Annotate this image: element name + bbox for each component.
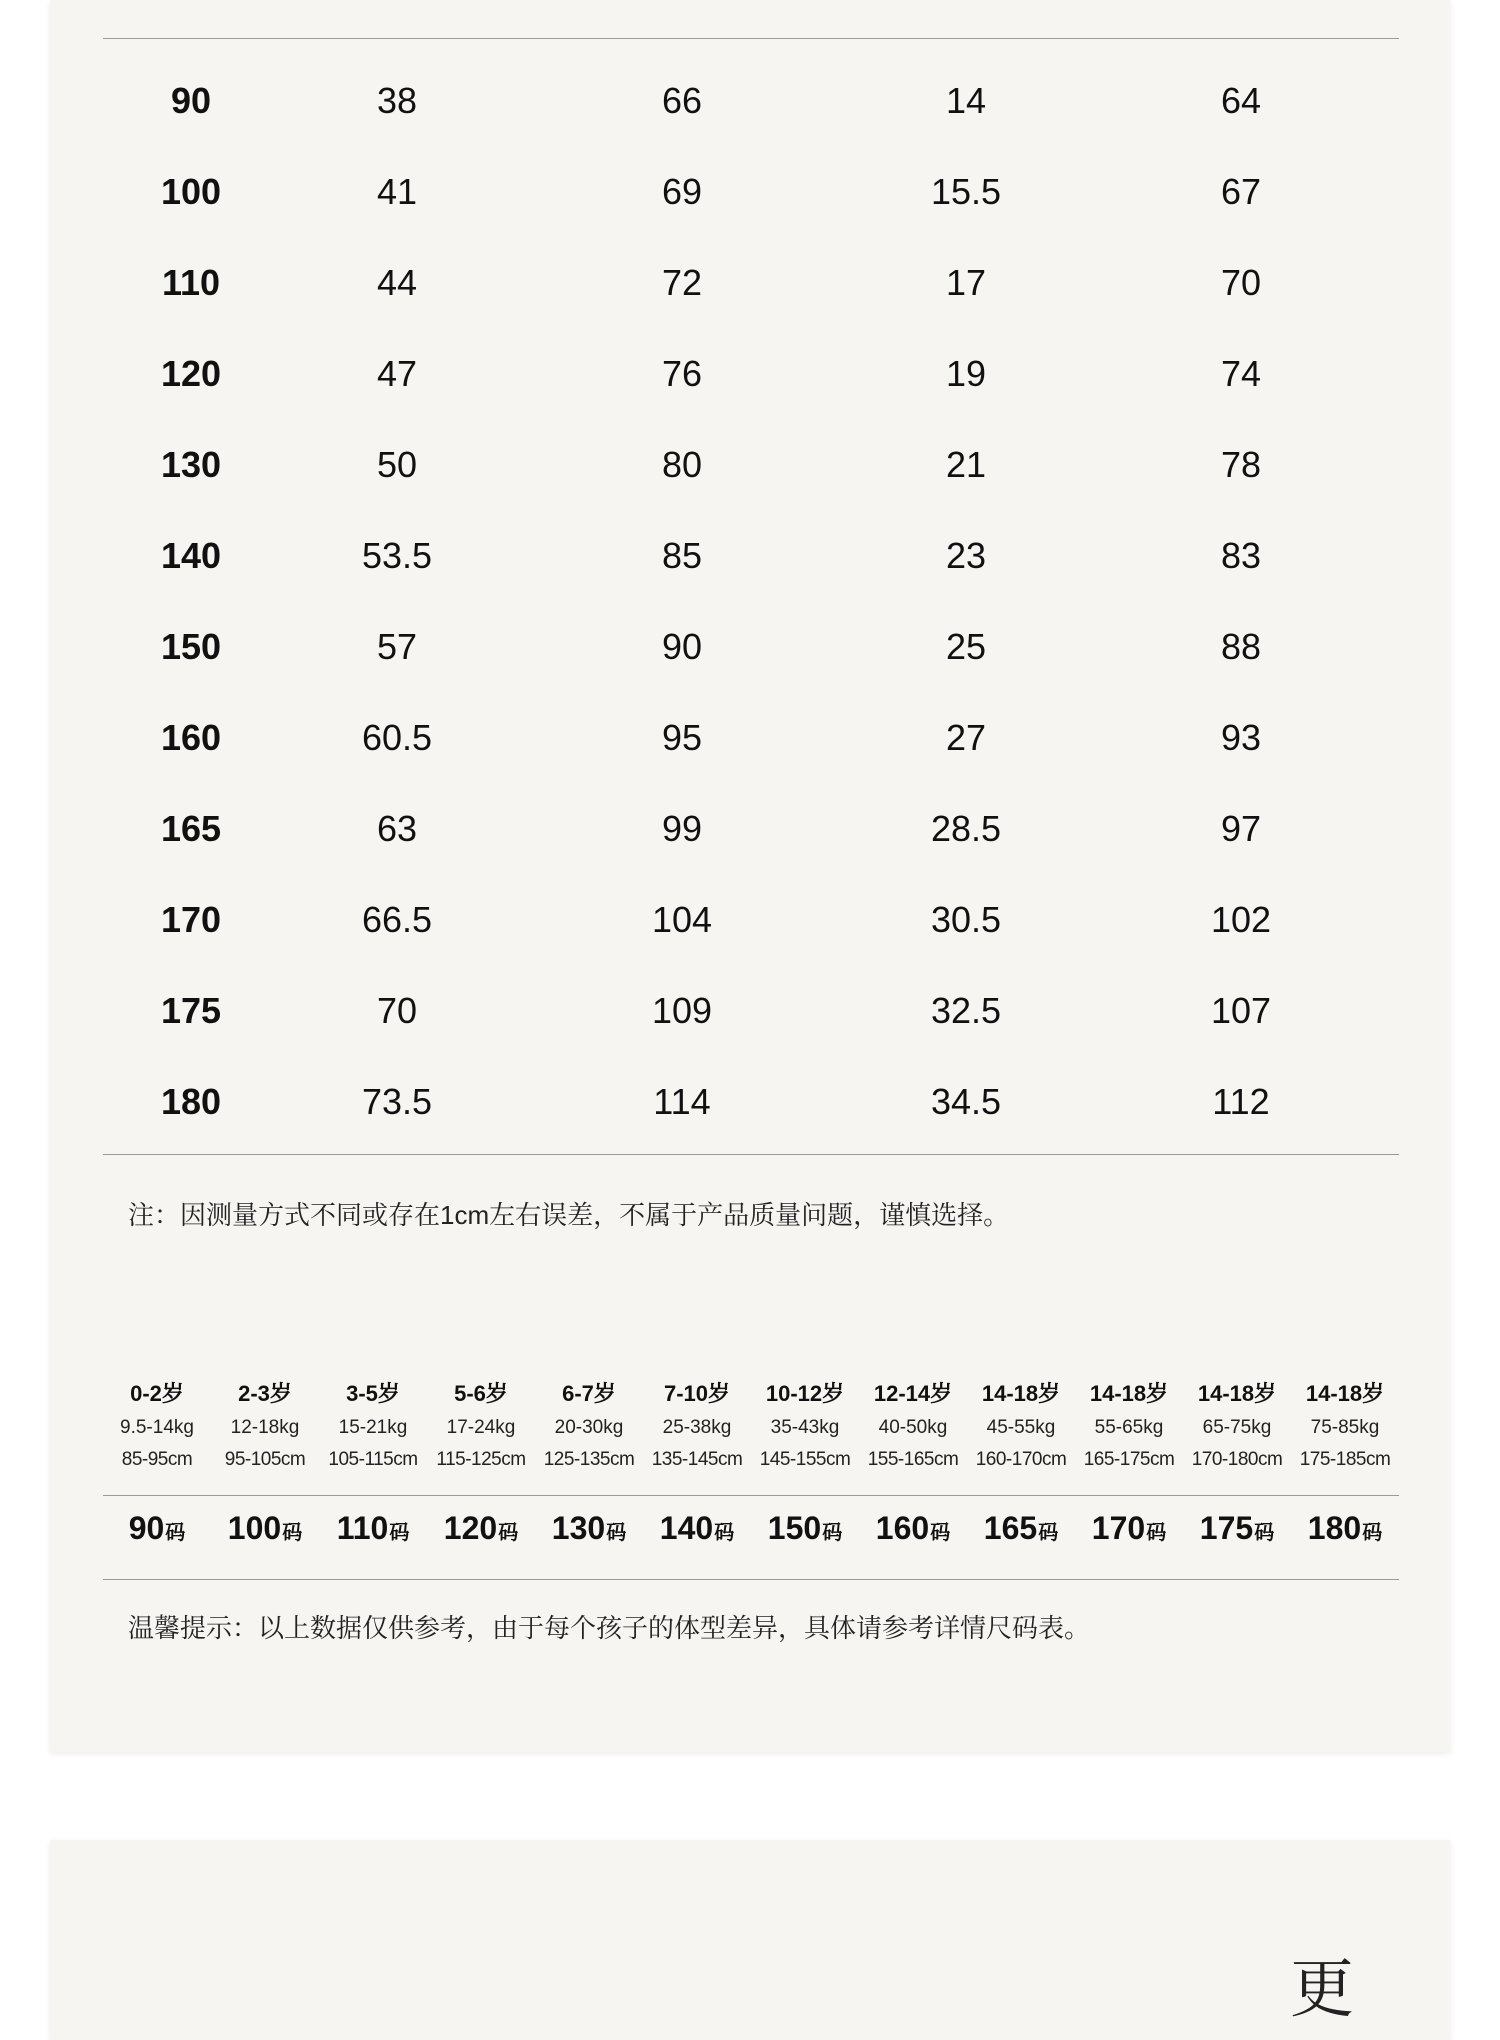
age-range: 10-12岁 (765, 1381, 845, 1406)
measure-cell: 80 (661, 443, 703, 485)
weight-range: 40-50kg (878, 1417, 948, 1438)
size-cell: 110 (161, 261, 221, 303)
size-code (103, 1510, 211, 1547)
size-code-number: 120 (443, 1510, 498, 1546)
measure-cell: 66 (661, 79, 703, 121)
weight-range: 20-30kg (554, 1417, 624, 1438)
age-range: 5-6岁 (454, 1381, 508, 1406)
size-code-suffix: 码 (1254, 1522, 1275, 1544)
table-top-divider (103, 38, 1399, 39)
age-range: 3-5岁 (346, 1381, 400, 1406)
size-code-suffix: 码 (822, 1522, 843, 1544)
size-cell: 130 (160, 443, 222, 485)
size-code (1183, 1510, 1291, 1547)
table-row (103, 965, 1399, 1056)
table-row (103, 692, 1399, 783)
weight-range: 35-43kg (770, 1417, 840, 1438)
size-code-number: 175 (1199, 1510, 1254, 1546)
measure-cell: 32.5 (930, 989, 1002, 1031)
measure-cell: 70 (376, 989, 418, 1031)
weight-range: 55-65kg (1094, 1417, 1164, 1438)
table-row (103, 55, 1399, 146)
size-guide-column (211, 1376, 319, 1476)
measure-cell: 83 (1220, 534, 1262, 576)
measure-cell: 70 (1220, 261, 1262, 303)
measure-cell: 34.5 (930, 1080, 1002, 1122)
table-row (103, 601, 1399, 692)
size-code-number: 100 (227, 1510, 282, 1546)
size-cell: 175 (160, 989, 222, 1031)
size-guide-column (103, 1376, 211, 1476)
size-guide-column (1075, 1376, 1183, 1476)
age-range: 6-7岁 (562, 1381, 616, 1406)
measure-cell: 57 (376, 625, 418, 667)
size-code-suffix: 码 (1038, 1522, 1059, 1544)
size-code-suffix: 码 (282, 1522, 303, 1544)
size-cell: 165 (160, 807, 222, 849)
weight-range: 45-55kg (986, 1417, 1056, 1438)
measure-cell: 76 (661, 352, 703, 394)
measure-cell: 27 (945, 716, 987, 758)
measure-cell: 72 (661, 261, 703, 303)
size-code-number: 110 (336, 1510, 389, 1546)
size-code-number: 140 (659, 1510, 714, 1546)
measure-cell: 66.5 (361, 898, 433, 940)
height-range: 175-185cm (1299, 1449, 1391, 1470)
size-code (427, 1510, 535, 1547)
size-code (211, 1510, 319, 1547)
size-code (967, 1510, 1075, 1547)
measure-cell: 93 (1220, 716, 1262, 758)
height-range: 125-135cm (543, 1449, 635, 1470)
measure-cell: 95 (661, 716, 703, 758)
size-code-suffix: 码 (930, 1522, 951, 1544)
age-range: 0-2岁 (130, 1381, 184, 1406)
size-guide-column (1183, 1376, 1291, 1476)
height-range: 155-165cm (867, 1449, 959, 1470)
weight-range: 65-75kg (1202, 1417, 1272, 1438)
size-code-number: 180 (1307, 1510, 1362, 1546)
size-cell: 120 (160, 352, 222, 394)
measure-cell: 67 (1220, 170, 1262, 212)
height-range: 165-175cm (1083, 1449, 1175, 1470)
measure-cell: 15.5 (930, 170, 1002, 212)
size-code (859, 1510, 967, 1547)
size-guide-column (751, 1376, 859, 1476)
measure-cell: 60.5 (361, 716, 433, 758)
table-row (103, 874, 1399, 965)
size-code (1075, 1510, 1183, 1547)
size-code (1291, 1510, 1399, 1547)
size-table (103, 55, 1399, 1147)
size-cell: 170 (160, 898, 222, 940)
size-cell: 180 (160, 1080, 222, 1122)
weight-range: 15-21kg (338, 1417, 408, 1438)
measure-cell: 28.5 (930, 807, 1002, 849)
measure-cell: 47 (376, 352, 418, 394)
measure-cell: 88 (1220, 625, 1262, 667)
age-range: 14-18岁 (981, 1381, 1061, 1406)
size-guide-column (319, 1376, 427, 1476)
height-range: 160-170cm (975, 1449, 1067, 1470)
height-range: 105-115cm (328, 1449, 418, 1470)
measure-cell: 73.5 (361, 1080, 433, 1122)
measure-cell: 85 (661, 534, 703, 576)
measure-cell: 21 (945, 443, 987, 485)
size-code-suffix: 码 (714, 1522, 735, 1544)
measure-cell: 107 (1210, 989, 1272, 1031)
measure-cell: 114 (653, 1080, 711, 1122)
measure-cell: 50 (376, 443, 418, 485)
measure-cell: 112 (1212, 1080, 1270, 1122)
size-code-suffix: 码 (1146, 1522, 1167, 1544)
measure-cell: 44 (376, 261, 418, 303)
table-row (103, 1056, 1399, 1147)
height-range: 115-125cm (436, 1449, 526, 1470)
measure-cell: 38 (376, 79, 418, 121)
size-guide-column (535, 1376, 643, 1476)
size-code-suffix: 码 (389, 1522, 410, 1544)
code-row-divider (103, 1579, 1399, 1580)
height-range: 135-145cm (651, 1449, 743, 1470)
age-range: 2-3岁 (238, 1381, 292, 1406)
table-row (103, 510, 1399, 601)
weight-range: 25-38kg (662, 1417, 732, 1438)
size-code (535, 1510, 643, 1547)
weight-range: 17-24kg (446, 1417, 516, 1438)
table-row (103, 237, 1399, 328)
age-range: 14-18岁 (1197, 1381, 1277, 1406)
table-bottom-divider (103, 1154, 1399, 1155)
size-code (751, 1510, 859, 1547)
size-guide-column (1291, 1376, 1399, 1476)
measure-cell: 41 (376, 170, 418, 212)
guide-divider (103, 1495, 1399, 1496)
measure-cell: 78 (1220, 443, 1262, 485)
size-cell: 100 (160, 170, 222, 212)
size-code-suffix: 码 (1362, 1522, 1383, 1544)
size-guide-grid (103, 1376, 1399, 1476)
size-code-suffix: 码 (165, 1522, 186, 1544)
table-row (103, 419, 1399, 510)
height-range: 170-180cm (1191, 1449, 1283, 1470)
measure-cell: 104 (651, 898, 713, 940)
measure-cell: 90 (661, 625, 703, 667)
measure-cell: 25 (945, 625, 987, 667)
size-code-number: 130 (551, 1510, 606, 1546)
measure-cell: 109 (651, 989, 713, 1031)
size-code-number: 160 (875, 1510, 930, 1546)
measure-cell: 23 (945, 534, 987, 576)
next-section-card (50, 1840, 1450, 2040)
size-code-number: 170 (1091, 1510, 1146, 1546)
size-cell: 160 (160, 716, 222, 758)
size-guide-column (427, 1376, 535, 1476)
size-cell: 90 (170, 79, 212, 121)
measure-cell: 30.5 (930, 898, 1002, 940)
size-guide-column (643, 1376, 751, 1476)
measure-cell: 102 (1210, 898, 1272, 940)
table-row (103, 783, 1399, 874)
measure-cell: 99 (661, 807, 703, 849)
height-range: 95-105cm (224, 1449, 306, 1470)
measurement-note: 注：因测量方式不同或存在1cm左右误差，不属于产品质量问题，谨慎选择。 (128, 1200, 1010, 1230)
size-guide-column (859, 1376, 967, 1476)
size-code-suffix: 码 (606, 1522, 627, 1544)
size-code (319, 1510, 427, 1547)
weight-range: 75-85kg (1310, 1417, 1380, 1438)
size-cell: 140 (160, 534, 222, 576)
age-range: 14-18岁 (1305, 1381, 1385, 1406)
measure-cell: 97 (1220, 807, 1262, 849)
size-code (643, 1510, 751, 1547)
measure-cell: 19 (945, 352, 987, 394)
measure-cell: 63 (376, 807, 418, 849)
weight-range: 9.5-14kg (120, 1417, 194, 1438)
size-guide-column (967, 1376, 1075, 1476)
reference-tip: 温馨提示：以上数据仅供参考，由于每个孩子的体型差异，具体请参考详情尺码表。 (128, 1613, 1091, 1643)
measure-cell: 74 (1220, 352, 1262, 394)
age-range: 7-10岁 (663, 1381, 731, 1406)
measure-cell: 14 (945, 79, 987, 121)
size-cell: 150 (160, 625, 222, 667)
measure-cell: 69 (661, 170, 703, 212)
height-range: 85-95cm (121, 1449, 193, 1470)
next-section-heading-glyph: 更 (1290, 1953, 1354, 2027)
size-code-row (103, 1510, 1399, 1547)
weight-range: 12-18kg (230, 1417, 300, 1438)
height-range: 145-155cm (759, 1449, 851, 1470)
size-code-number: 165 (983, 1510, 1038, 1546)
table-row (103, 146, 1399, 237)
age-range: 14-18岁 (1089, 1381, 1169, 1406)
size-code-number: 150 (767, 1510, 822, 1546)
measure-cell: 17 (945, 261, 987, 303)
measure-cell: 53.5 (361, 534, 433, 576)
age-range: 12-14岁 (873, 1381, 953, 1406)
size-code-suffix: 码 (498, 1522, 519, 1544)
measure-cell: 64 (1220, 79, 1262, 121)
size-code-number: 90 (128, 1510, 165, 1546)
table-row (103, 328, 1399, 419)
